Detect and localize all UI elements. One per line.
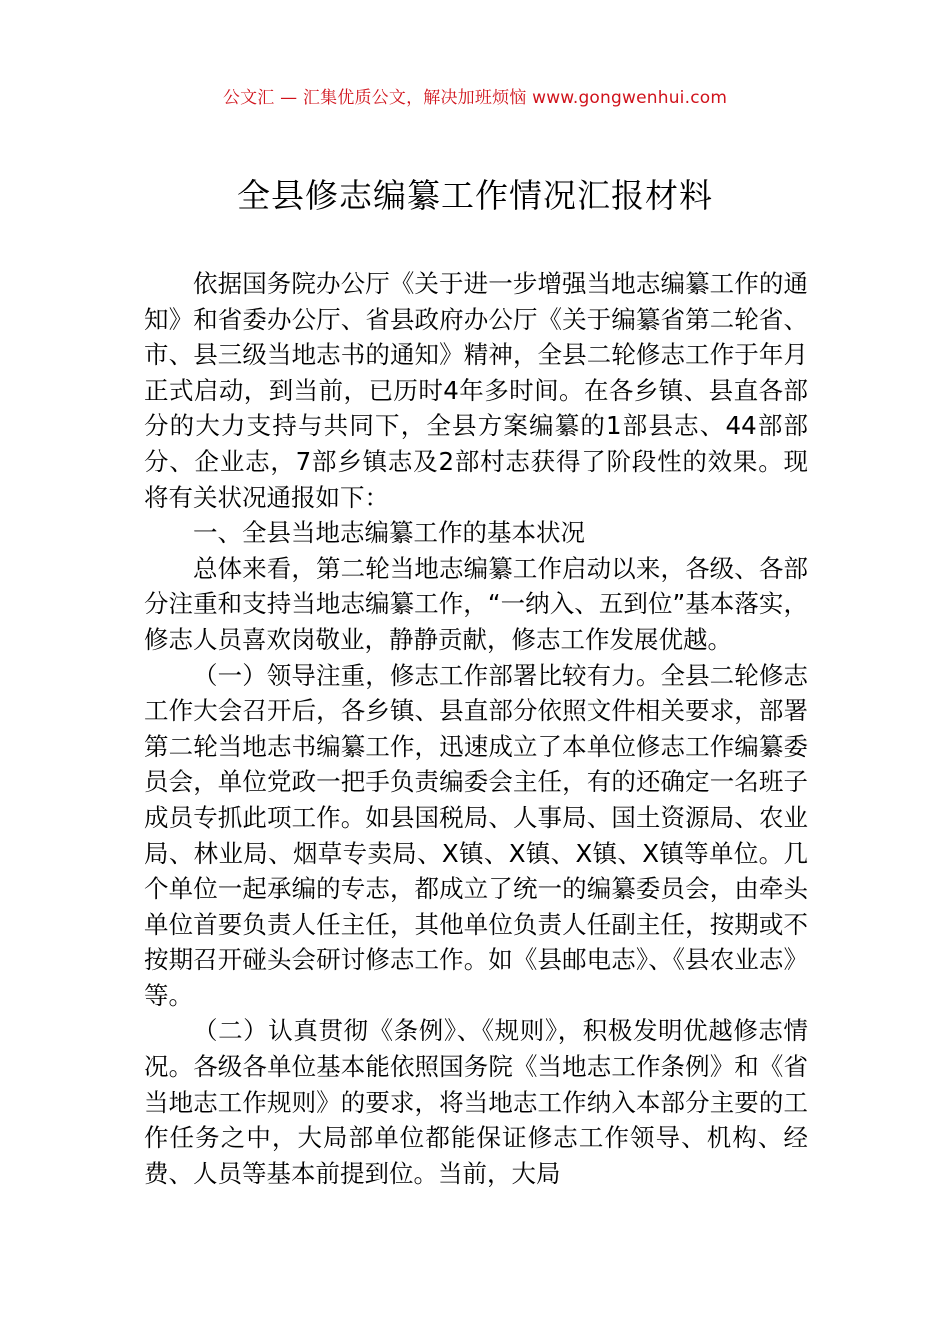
subsection-2-paragraph: （二）认真贯彻《条例》、《规则》，积极发明优越修志情况。各级各单位基本能依照国务院《当地志工作条例》和《省当地志工作规则》的要求，将当地志工作纳入本部分主要的工作任务之中，大局部单位都能保证修志工作领导、机构、经费、人员等基本前提到位。当前，大局	[144, 1016, 808, 1188]
subsection-1-paragraph: （一）领导注重，修志工作部署比较有力。全县二轮修志工作大会召开后，各乡镇、县直部分依照文件相关要求，部署第二轮当地志书编纂工作，迅速成立了本单位修志工作编纂委员会，单位党政一把手负责编委会主任，有的还确定一名班子成员专抓此项工作。如县国税局、人事局、国土资源局、农业局、林业局、烟草专卖局、X镇、X镇、X镇、X镇等单位。几个单位一起承编的专志，都成立了统一的编纂委员会，由牵头单位首要负责人任主任，其他单位负责人任副主任，按期或不按期召开碰头会研讨修志工作。如《县邮电志》、《县农业志》等。	[144, 660, 808, 1010]
document-title: 全县修志编纂工作情况汇报材料	[237, 176, 713, 215]
document-body	[144, 266, 808, 1191]
site-header-banner: 公文汇 — 汇集优质公文，解决加班烦恼 www.gongwenhui.com	[222, 88, 728, 108]
intro-paragraph: 依据国务院办公厅《关于进一步增强当地志编纂工作的通知》和省委办公厅、省县政府办公厅《关于编纂省第二轮省、市、县三级当地志书的通知》精神，全县二轮修志工作于年月正式启动，到当前，已历时4年多时间。在各乡镇、县直各部分的大力支持与共同下，全县方案编纂的1部县志、44部部分、企业志，7部乡镇志及2部村志获得了阶段性的效果。现将有关状况通报如下：	[144, 269, 808, 512]
section-heading-1: 一、全县当地志编纂工作的基本状况	[193, 518, 585, 548]
overview-paragraph: 总体来看，第二轮当地志编纂工作启动以来，各级、各部分注重和支持当地志编纂工作，“一纳入、五到位”基本落实，修志人员喜欢岗敬业，静静贡献，修志工作发展优越。	[144, 553, 808, 654]
